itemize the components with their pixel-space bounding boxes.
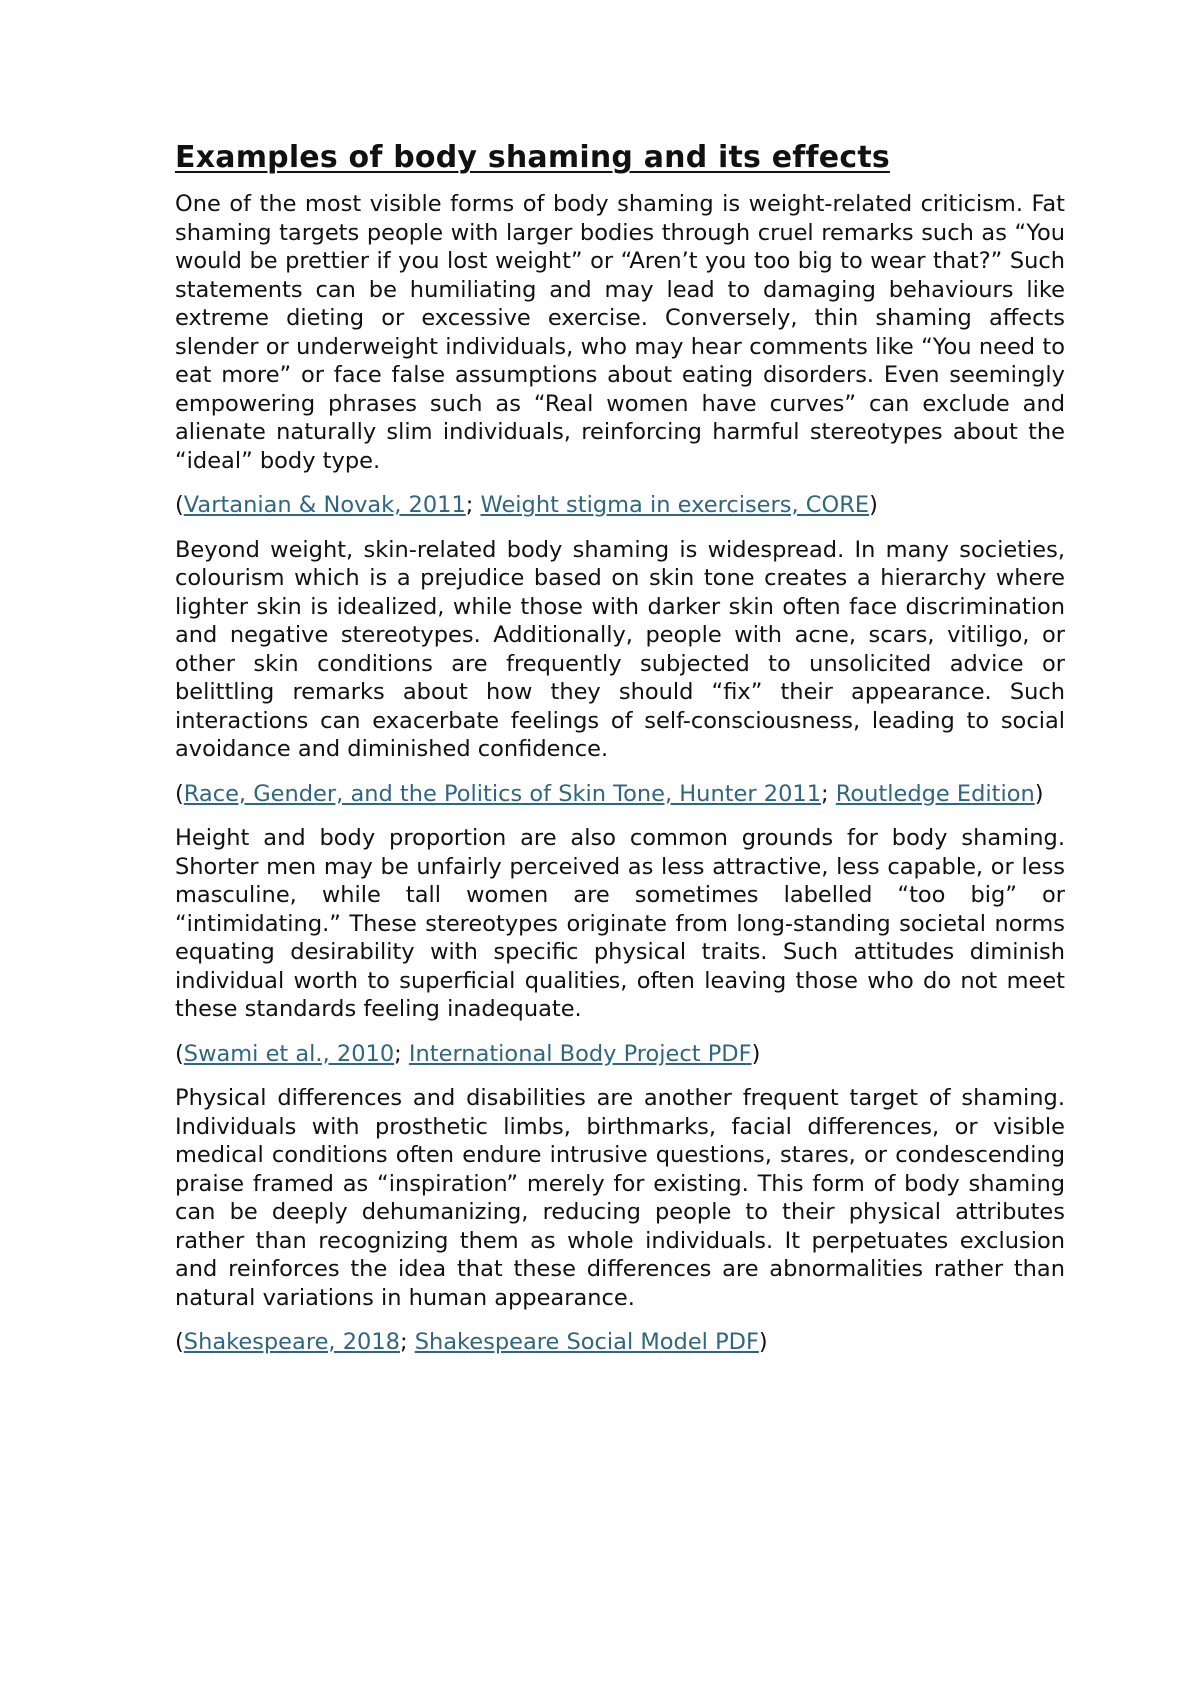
citation-link-shakespeare-social-model[interactable]: Shakespeare Social Model PDF <box>414 1329 759 1355</box>
citation-skin-shaming <box>175 780 1065 809</box>
paragraph-height-shaming: Height and body proportion are also common grounds for body shaming. Shorter men may be unfairly perceived as less attractive, less capable, or less masculine, while tall women are sometimes labelled “too big” or “intimidating.” These stereotypes originate from long-standing societal norms equating desirability with specific physical traits. Such attitudes diminish individual worth to superficial qualities, often leaving those who do not meet these standards feeling inadequate. <box>175 825 1065 1022</box>
citation-link-hunter-skin-tone[interactable]: Race, Gender, and the Politics of Skin Tone, Hunter 2011 <box>183 780 822 807</box>
citation-separator: ; <box>394 1040 409 1067</box>
citation-link-international-body-project[interactable]: International Body Project PDF <box>408 1040 752 1067</box>
document-page <box>175 140 1065 1373</box>
citation-link-weight-stigma-core[interactable]: Weight stigma in exercisers, CORE <box>480 492 870 518</box>
citation-close-paren: ) <box>758 1329 768 1355</box>
citation-separator: ; <box>399 1329 415 1355</box>
citation-disability-shaming <box>175 1328 1065 1357</box>
citation-link-vartanian-novak[interactable]: Vartanian & Novak, 2011 <box>183 492 466 518</box>
citation-close-paren: ) <box>869 492 878 518</box>
citation-separator: ; <box>821 780 836 807</box>
citation-height-shaming <box>175 1040 1065 1069</box>
citation-close-paren: ) <box>751 1040 761 1067</box>
paragraph-skin-shaming: Beyond weight, skin-related body shaming is widespread. In many societies, colourism which is a prejudice based on skin tone creates a hierarchy where lighter skin is idealized, while those with darker skin often face discrimination and negative stereotypes. Additionally, people with acne, scars, vitiligo, or other skin conditions are frequently subjected to unsolicited advice or belittling remarks about how they should “fix” their appearance. Such interactions can exacerbate feelings of self-consciousness, leading to social avoidance and diminished confidence. <box>175 536 1065 762</box>
document-title: Examples of body shaming and its effects <box>175 140 890 175</box>
citation-link-swami-et-al[interactable]: Swami et al., 2010 <box>183 1040 395 1067</box>
citation-open-paren: ( <box>175 1040 184 1067</box>
citation-close-paren: ) <box>1034 780 1044 807</box>
citation-weight-shaming <box>175 491 1065 520</box>
citation-open-paren: ( <box>175 1329 184 1355</box>
citation-open-paren: ( <box>175 492 184 518</box>
paragraph-weight-shaming: One of the most visible forms of body shaming is weight-related criticism. Fat shaming targets people with larger bodies through cruel remarks such as “You would be prettier if you lost weight” or “Aren’t you too big to wear that?” Such statements can be humiliating and may lead to damaging behaviours like extreme dieting or excessive exercise. Conversely, thin shaming affects slender or underweight individuals, who may hear comments like “You need to eat more” or face false assumptions about eating disorders. Even seemingly empowering phrases such as “Real women have curves” can exclude and alienate naturally slim individuals, reinforcing harmful stereotypes about the “ideal” body type. <box>175 191 1065 474</box>
citation-link-shakespeare-2018[interactable]: Shakespeare, 2018 <box>183 1329 400 1355</box>
citation-separator: ; <box>465 492 481 518</box>
paragraph-disability-shaming: Physical differences and disabilities are another frequent target of shaming. Individuals with prosthetic limbs, birthmarks, facial differences, or visible medical conditions often endure intrusive questions, stares, or condescending praise framed as “inspiration” merely for existing. This form of body shaming can be deeply dehumanizing, reducing people to their physical attributes rather than recognizing them as whole individuals. It perpetuates exclusion and reinforces the idea that these differences are abnormalities rather than natural variations in human appearance. <box>175 1085 1065 1311</box>
citation-open-paren: ( <box>175 780 184 807</box>
citation-link-routledge-edition[interactable]: Routledge Edition <box>835 780 1035 807</box>
